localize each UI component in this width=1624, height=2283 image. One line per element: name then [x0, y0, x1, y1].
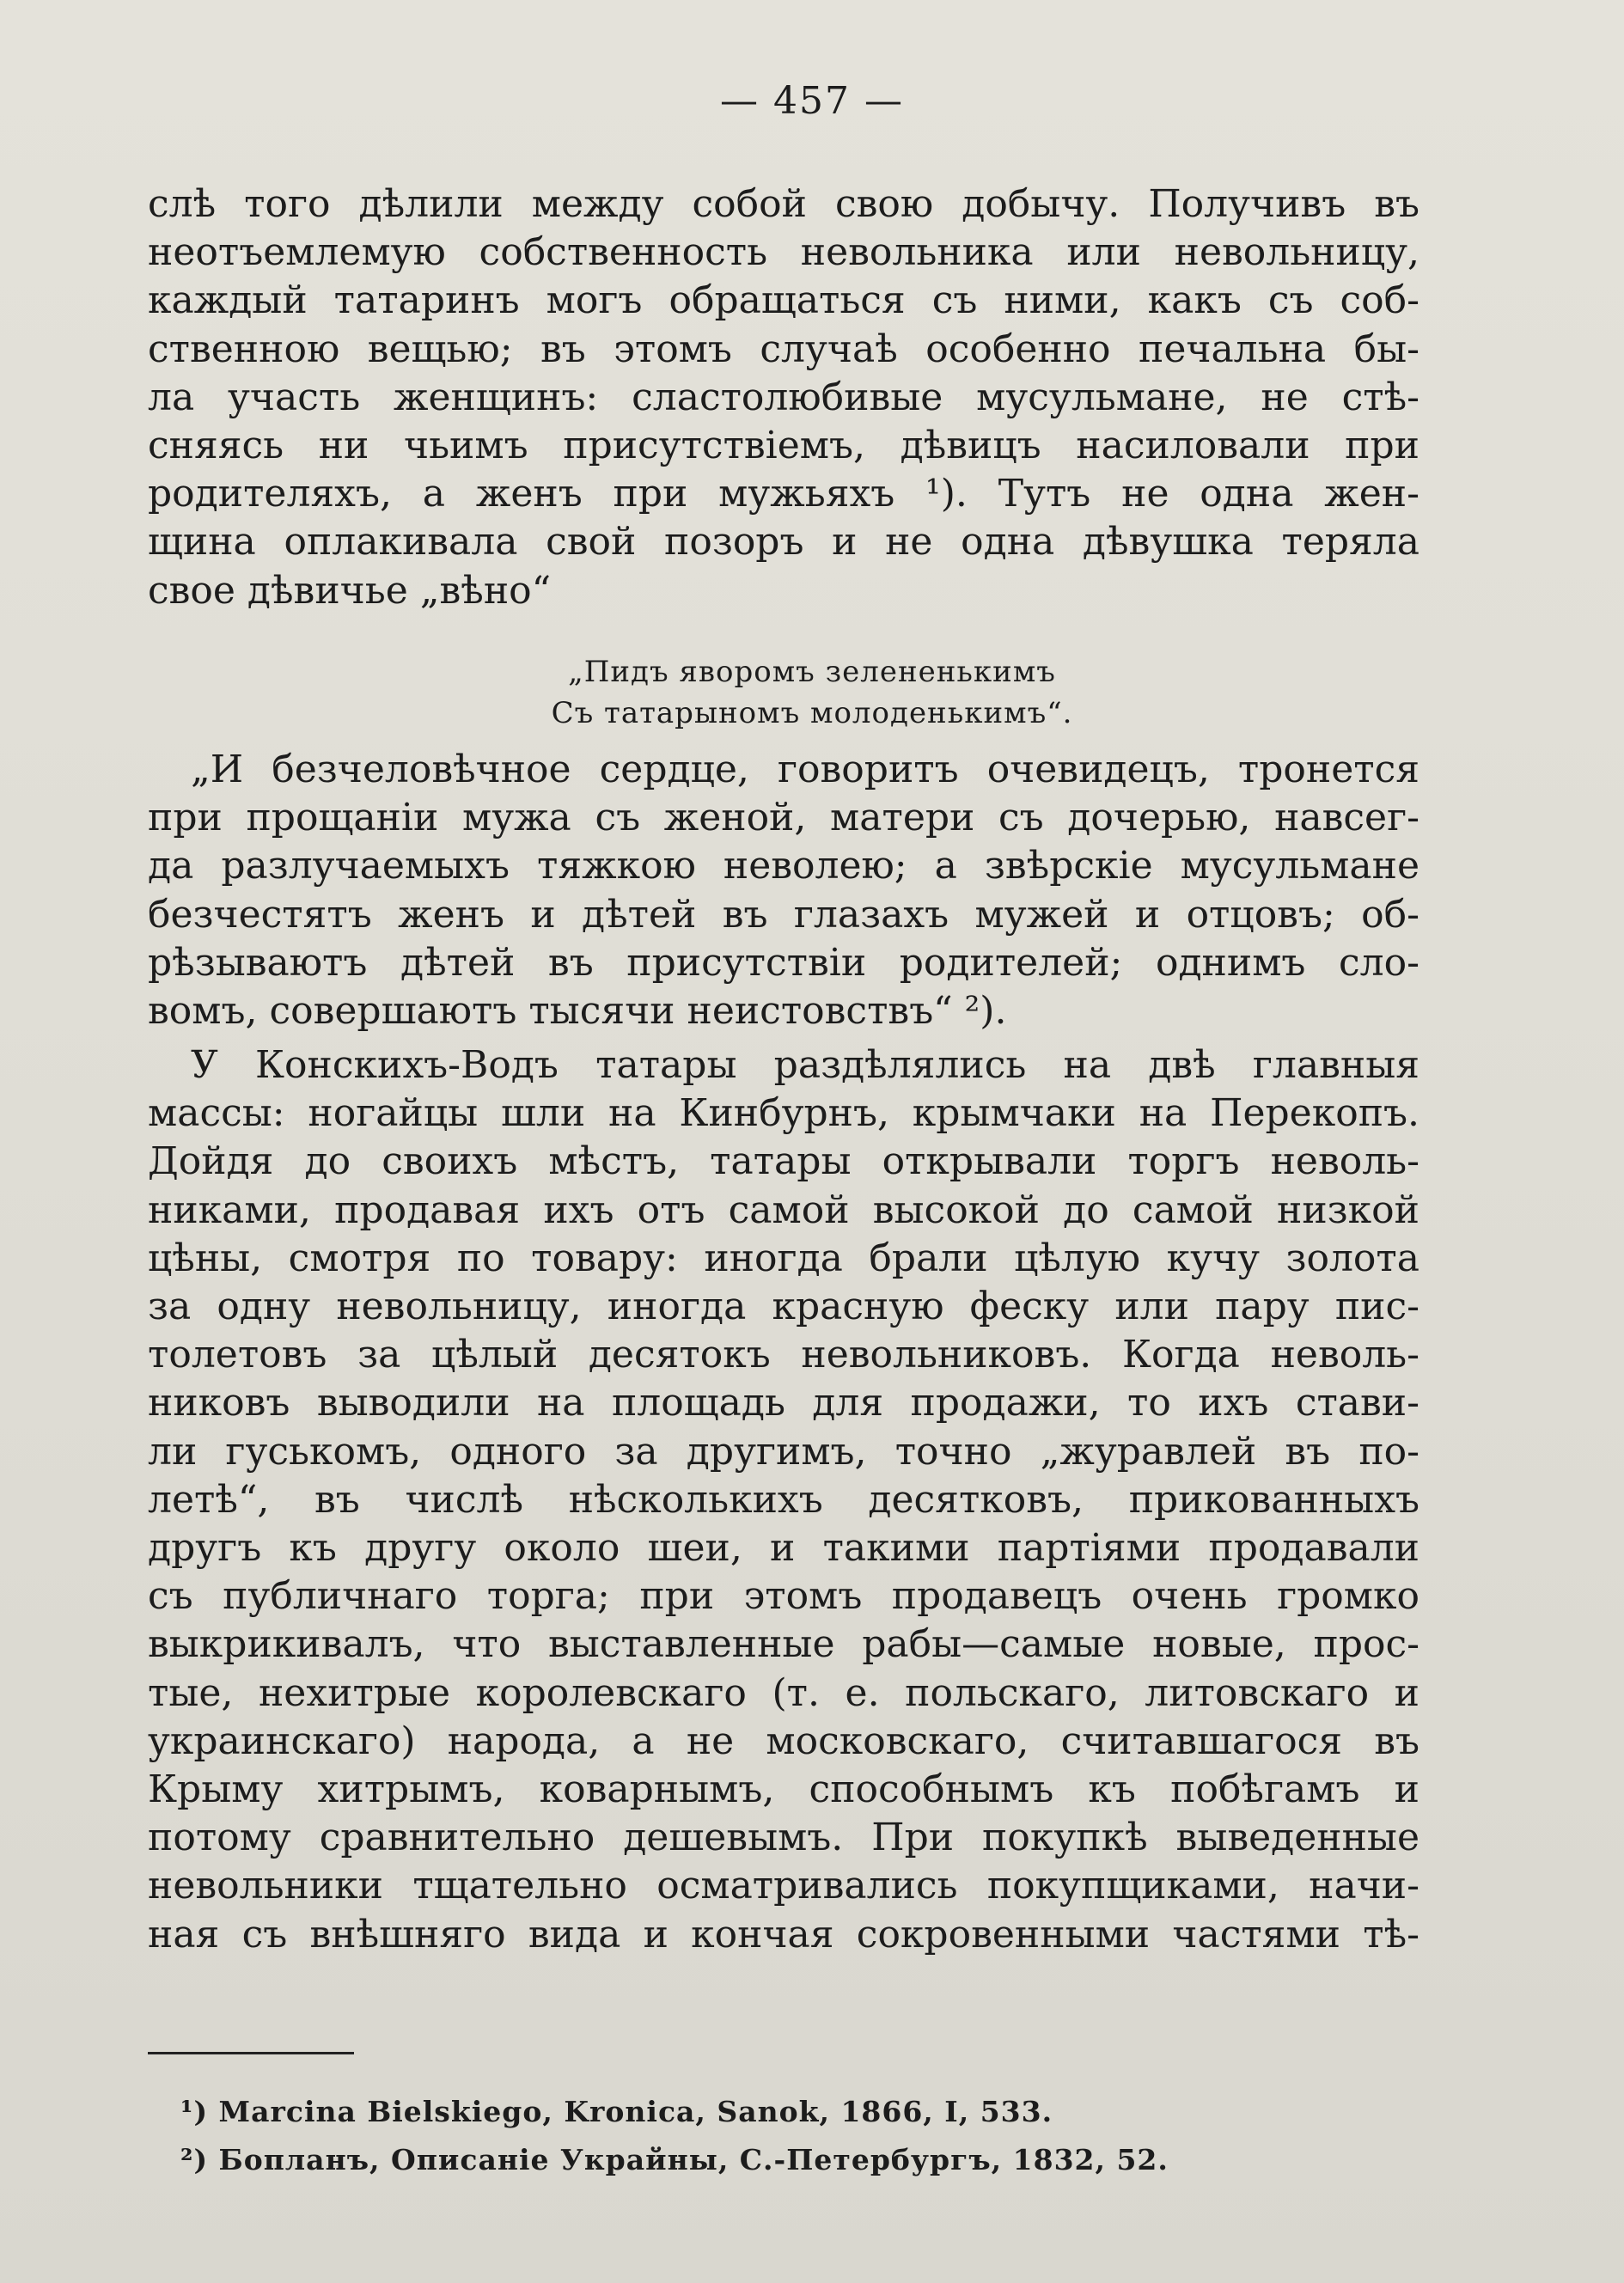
footnote-divider: [148, 2052, 354, 2054]
text-line: невольники тщательно осматривались покупщиками, начи-: [148, 1864, 1419, 1908]
verse-line: Съ татарыномъ молоденькимъ“.: [551, 696, 1073, 730]
text-line: родителяхъ, а женъ при мужьяхъ ¹). Тутъ не одна жен-: [148, 472, 1419, 516]
text-line: другъ къ другу около шеи, и такими партіями продавали: [148, 1526, 1419, 1571]
text-line: украинскаго) народа, а не московскаго, считавшагося въ: [148, 1718, 1419, 1763]
text-line: ная съ внѣшняго вида и кончая сокровенными частями тѣ-: [148, 1912, 1419, 1956]
text-line: „И безчеловѣчное сердце, говоритъ очевидецъ, тронется: [191, 748, 1419, 791]
text-line: слѣ того дѣлили между собой свою добычу. Получивъ въ: [148, 182, 1419, 226]
text-line: У Конскихъ-Водъ татары раздѣлялись на двѣ главныя: [191, 1043, 1419, 1087]
footnote-1: ¹) Marcina Bielskiego, Kronica, Sanok, 1866, I, 533.: [180, 2095, 1053, 2128]
footnote-2: ²) Бопланъ, Описаніе Украйны, С.-Петербургъ, 1832, 52.: [180, 2143, 1169, 2176]
text-line: никовъ выводили на площадь для продажи, то ихъ стави-: [148, 1381, 1419, 1425]
text-line: Крыму хитрымъ, коварнымъ, способнымъ къ побѣгамъ и: [148, 1767, 1419, 1812]
text-line: за одну невольницу, иногда красную феску или пару пис-: [148, 1285, 1419, 1329]
verse-line: „Пидъ яворомъ зелененькимъ: [568, 655, 1056, 689]
text-line: тые, нехитрые королевскаго (т. е. польскаго, литовскаго и: [148, 1670, 1419, 1715]
text-line: неотъемлемую собственность невольника или невольницу,: [148, 230, 1419, 275]
verse-quote: [0, 651, 1624, 734]
text-line: ли гуськомъ, одного за другимъ, точно „журавлей въ по-: [148, 1429, 1419, 1474]
text-line: щина оплакивала свой позоръ и не одна дѣвушка теряла: [148, 520, 1419, 565]
text-line: сняясь ни чьимъ присутствіемъ, дѣвицъ насиловали при: [148, 424, 1419, 468]
paragraph-2: [148, 746, 1419, 1035]
text-line: вомъ, совершаютъ тысячи неистовствъ“ ²).: [148, 989, 1007, 1034]
text-line: потому сравнительно дешевымъ. При покупкѣ выведенные: [148, 1816, 1419, 1860]
text-line: ла участь женщинъ: сластолюбивые мусульмане, не стѣ-: [148, 375, 1419, 419]
text-line: Дойдя до своихъ мѣстъ, татары открывали торгъ неволь-: [148, 1139, 1419, 1184]
text-line: массы: ногайцы шли на Кинбурнъ, крымчаки на Перекопъ.: [148, 1091, 1419, 1136]
text-line: безчестятъ женъ и дѣтей въ глазахъ мужей и отцовъ; об-: [148, 892, 1419, 937]
text-line: цѣны, смотря по товару: иногда брали цѣлую кучу золота: [148, 1236, 1419, 1280]
footnotes: [180, 2088, 1383, 2184]
paragraph-3: [148, 1041, 1419, 1959]
text-line: свое дѣвичье „вѣно“: [148, 568, 552, 613]
text-line: каждый татаринъ могъ обращаться съ ними, какъ съ соб-: [148, 278, 1419, 323]
text-line: летѣ“, въ числѣ нѣсколькихъ десятковъ, прикованныхъ: [148, 1477, 1419, 1522]
text-line: толетовъ за цѣлый десятокъ невольниковъ. Когда неволь-: [148, 1333, 1419, 1377]
text-line: выкрикивалъ, что выставленные рабы—самые новые, прос-: [148, 1622, 1419, 1667]
page-number: — 457 —: [720, 79, 904, 123]
text-line: рѣзываютъ дѣтей въ присутствіи родителей; однимъ сло-: [148, 940, 1419, 985]
text-line: съ публичнаго торга; при этомъ продавецъ очень громко: [148, 1574, 1419, 1619]
text-line: никами, продавая ихъ отъ самой высокой до самой низкой: [148, 1187, 1419, 1232]
paragraph-1: [148, 180, 1419, 615]
text-line: при прощаніи мужа съ женой, матери съ дочерью, навсег-: [148, 796, 1419, 840]
text-line: ственною вещью; въ этомъ случаѣ особенно печальна бы-: [148, 327, 1419, 371]
text-line: да разлучаемыхъ тяжкою неволею; а звѣрскіе мусульмане: [148, 844, 1419, 888]
